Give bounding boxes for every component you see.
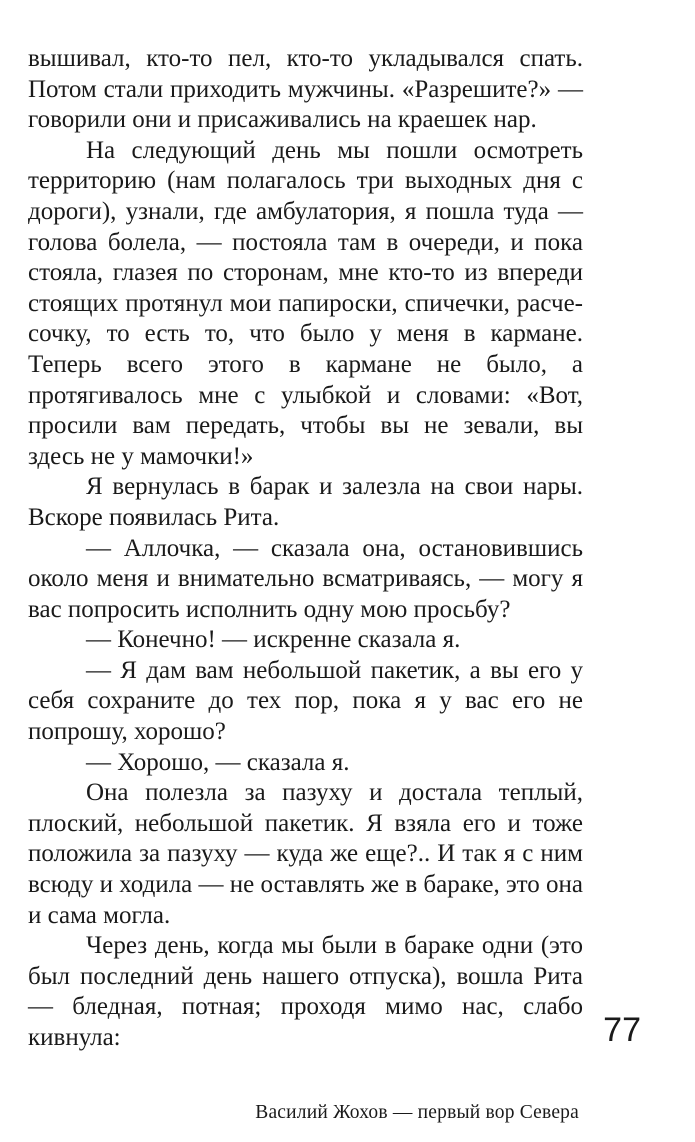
- paragraph: Я вернулась в барак и залезла на свои нары. Вскоре появилась Рита.: [28, 473, 583, 531]
- dialogue-line: — Я дам вам небольшой пакетик, а вы его у себя сохраните до тех пор, пока я у вас его не попрошу, хорошо?: [28, 656, 583, 746]
- paragraph: вышивал, кто-то пел, кто-то укладывался спать. Потом стали приходить мужчины. «Разрешите?» — говорили они и присаживались на краешек нар.: [28, 45, 583, 134]
- paragraph: На следующий день мы пошли осмотреть территорию (нам полагалось три выходных дня с дороги), узнали, где амбулатория, я пошла туда — голова болела, — постояла там в очереди, и пока стояла, глазея по сторонам, мне кто-то из впереди стоящих протянул мои папироски, спичечки, расчесочку, то есть то, что было у меня в кармане. Теперь всего этого в кармане не было, а протягивалось мне с улыбкой и словами: «Вот, просили вам передать, чтобы вы не зевали, вы здесь не у мамочки!»: [28, 136, 583, 470]
- paragraph: Она полезла за пазуху и достала теплый, плоский, небольшой пакетик. Я взяла его и тоже положила за пазуху — куда же еще?.. И так я с ним всюду и ходила — не оставлять же в бараке, это она и сама могла.: [28, 779, 583, 929]
- dialogue-line: — Хорошо, — сказала я.: [86, 748, 350, 776]
- body-text: [28, 44, 583, 1054]
- running-footer: Василий Жохов — первый вор Севера: [255, 1102, 579, 1123]
- paragraph: Через день, когда мы были в бараке одни (это был последний день нашего отпуска), вошла Рита — бледная, потная; проходя мимо нас, слабо кивнула:: [28, 932, 583, 1051]
- dialogue-line: — Аллочка, — сказала она, остановившись около меня и внимательно всматриваясь, — могу я вас попросить исполнить одну мою просьбу?: [28, 534, 583, 623]
- dialogue-line: — Конечно! — искренне сказала я.: [86, 626, 461, 654]
- page-number: 77: [603, 1011, 641, 1049]
